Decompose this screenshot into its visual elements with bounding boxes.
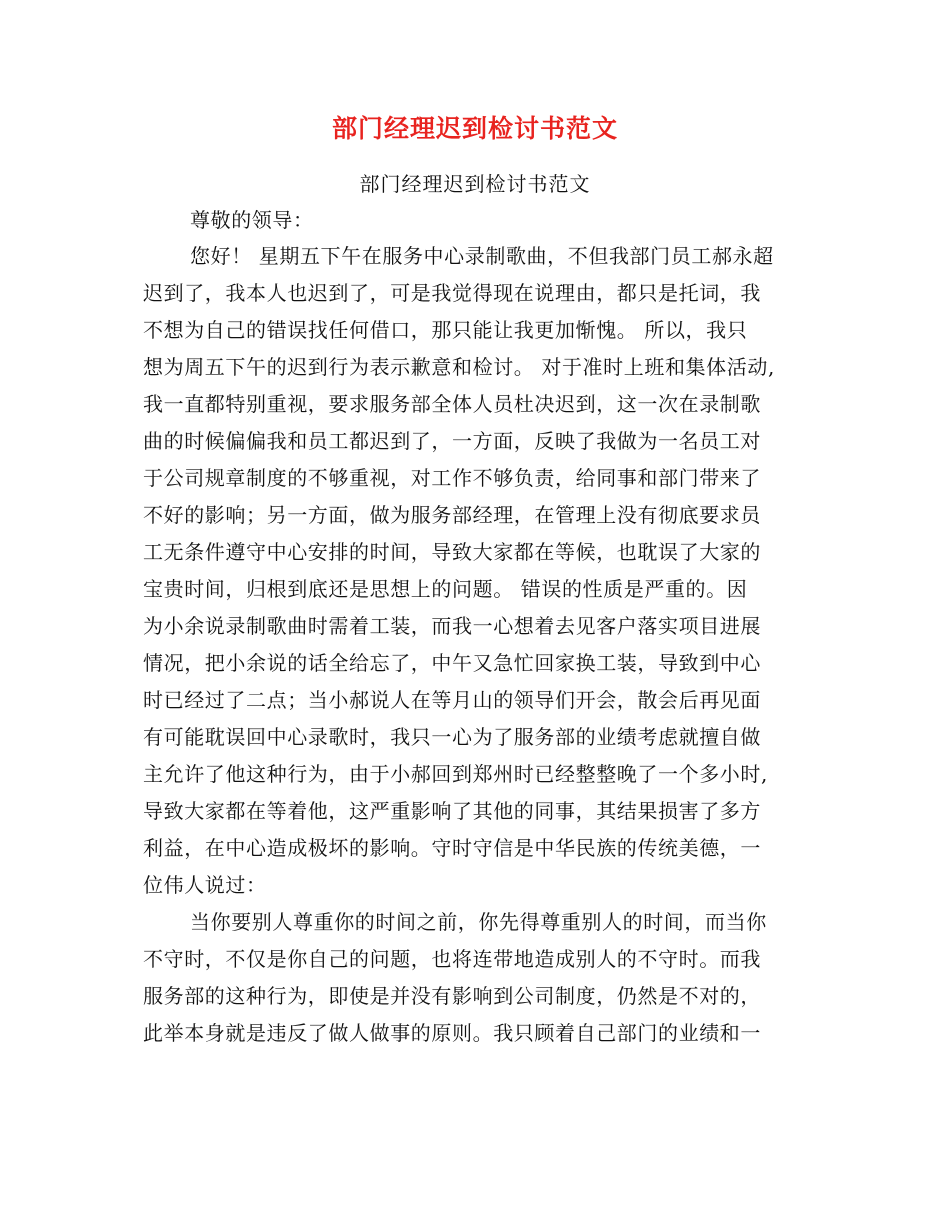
body-line: 服务部的这种行为，即使是并没有影响到公司制度，仍然是不对的， — [143, 984, 761, 1008]
body-line: 为小余说录制歌曲时需着工装，而我一心想着去见客户落实项目进展 — [143, 614, 761, 638]
body-line: 想为周五下午的迟到行为表示歉意和检讨。 对于准时上班和集体活动, — [143, 355, 775, 379]
body-line: 曲的时候偏偏我和员工都迟到了，一方面，反映了我做为一名员工对 — [143, 429, 761, 453]
body-line: 导致大家都在等着他，这严重影响了其他的同事，其结果损害了多方 — [143, 799, 761, 823]
body-line: 于公司规章制度的不够重视，对工作不够负责，给同事和部门带来了 — [143, 466, 761, 490]
body-line: 当你要别人尊重你的时间之前，你先得尊重别人的时间，而当你 — [190, 910, 767, 934]
body-line: 主允许了他这种行为，由于小郝回到郑州时已经整整晚了一个多小时, — [143, 762, 768, 786]
document-title: 部门经理迟到检讨书范文 — [331, 114, 618, 143]
body-line: 不想为自己的错误找任何借口，那只能让我更加惭愧。 所以，我只 — [143, 318, 748, 342]
body-line: 利益，在中心造成极坏的影响。守时守信是中华民族的传统美德，一 — [143, 836, 761, 860]
salutation: 尊敬的领导： — [190, 208, 314, 232]
body-line: 我一直都特别重视，要求服务部全体人员杜决迟到，这一次在录制歌 — [143, 392, 761, 416]
body-line: 不守时，不仅是你自己的问题，也将连带地造成别人的不守时。而我 — [143, 947, 761, 971]
body-line: 宝贵时间，归根到底还是思想上的问题。 错误的性质是严重的。因 — [143, 577, 748, 601]
body-line: 位伟人说过： — [143, 873, 267, 897]
body-line: 时已经过了二点；当小郝说人在等月山的领导们开会，散会后再见面 — [143, 688, 761, 712]
body-line: 工无条件遵守中心安排的时间，导致大家都在等候，也耽误了大家的 — [143, 540, 761, 564]
body-line: 此举本身就是违反了做人做事的原则。我只顾着自己部门的业绩和一 — [143, 1021, 761, 1045]
body-line: 有可能耽误回中心录歌时，我只一心为了服务部的业绩考虑就擅自做 — [143, 725, 761, 749]
body-line: 不好的影响；另一方面，做为服务部经理，在管理上没有彻底要求员 — [143, 503, 761, 527]
document-subtitle: 部门经理迟到检讨书范文 — [359, 172, 591, 196]
body-line: 迟到了，我本人也迟到了，可是我觉得现在说理由，都只是托词，我 — [143, 281, 761, 305]
body-line: 情况，把小余说的话全给忘了，中午又急忙回家换工装，导致到中心 — [143, 651, 761, 675]
body-line: 您好！ 星期五下午在服务中心录制歌曲，不但我部门员工郝永超 — [190, 244, 774, 268]
